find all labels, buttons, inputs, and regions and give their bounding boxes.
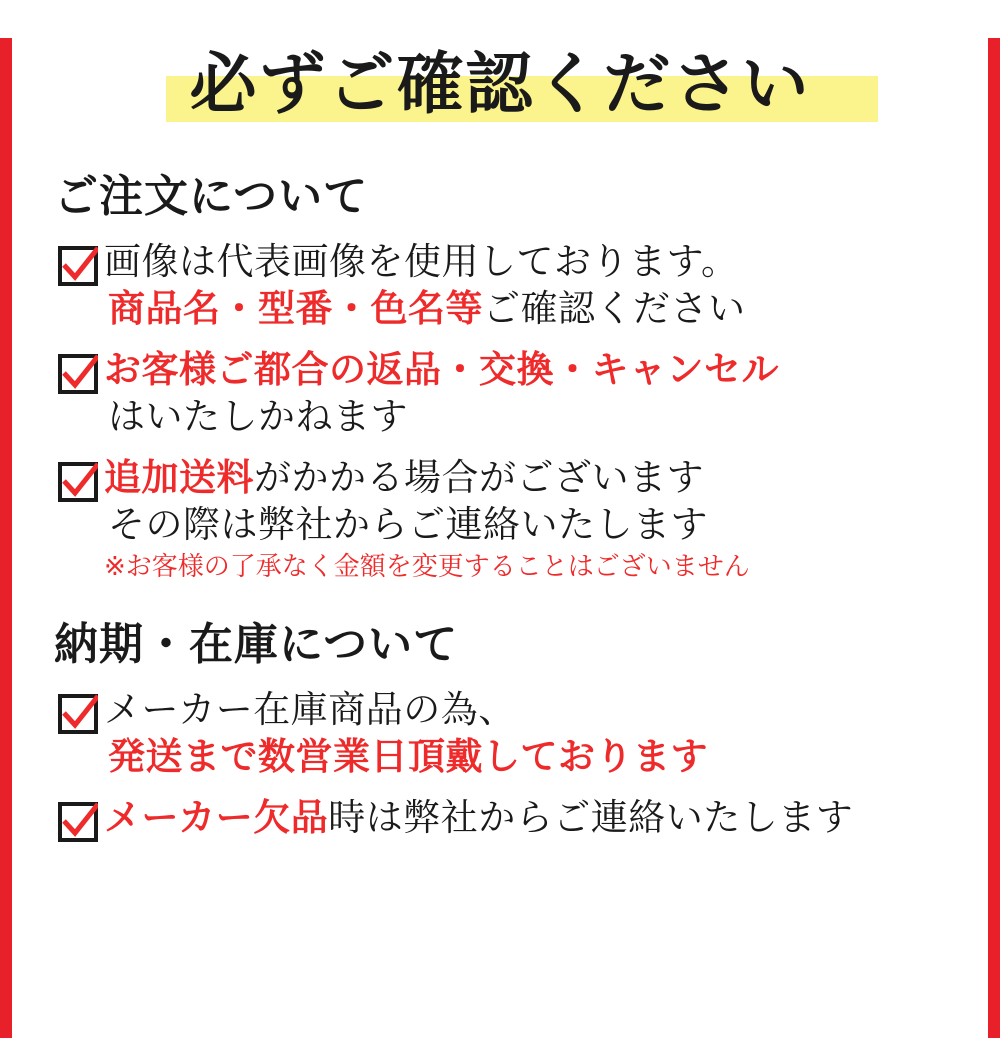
list-item-line: はいたしかねます (108, 395, 408, 438)
checkbox-checked-icon (58, 246, 98, 286)
list-item (38, 238, 962, 332)
checkbox-checked-icon (58, 462, 98, 502)
list-item-line: 画像は代表画像を使用しております。 (104, 240, 739, 283)
list-item-text (104, 238, 962, 332)
list-item-line (104, 454, 962, 501)
list-item-text (104, 346, 962, 440)
list-item-line: その際は弊社からご連絡いたします (108, 503, 708, 546)
section-heading-delivery: 納期・在庫について (54, 619, 459, 670)
page-title: 必ずご確認ください (189, 45, 811, 123)
list-item-note: ※お客様の了承なく金額を変更することはございません (104, 552, 750, 582)
notice-page (0, 38, 1000, 1038)
list-item-line (104, 794, 962, 841)
normal-text: ご確認ください (483, 287, 746, 330)
section-heading-orders: ご注文について (54, 171, 369, 222)
normal-text: がかかる場合がございます (254, 456, 704, 499)
checkbox-checked-icon (58, 694, 98, 734)
list-item-line: メーカー在庫商品の為、 (104, 688, 516, 731)
list-item-line: 発送まで数営業日頂戴しております (108, 735, 708, 778)
emphasis-text: 追加送料 (104, 456, 254, 499)
list-item (38, 686, 962, 780)
list-item-text (104, 794, 962, 841)
list-item-line (104, 285, 962, 332)
list-item-text (104, 686, 962, 780)
emphasis-text: 商品名・型番・色名等 (108, 287, 483, 330)
checkbox-checked-icon (58, 802, 98, 842)
list-item (38, 454, 962, 584)
page-inner (12, 38, 988, 1038)
list-item-line: お客様ご都合の返品・交換・キャンセル (104, 348, 779, 391)
normal-text: 時は弊社からご連絡いたします (328, 796, 854, 839)
checkbox-checked-icon (58, 354, 98, 394)
list-item (38, 794, 962, 842)
emphasis-text: メーカー欠品 (104, 796, 329, 839)
list-item (38, 346, 962, 440)
list-item-text (104, 454, 962, 584)
page-title-area (38, 38, 962, 130)
